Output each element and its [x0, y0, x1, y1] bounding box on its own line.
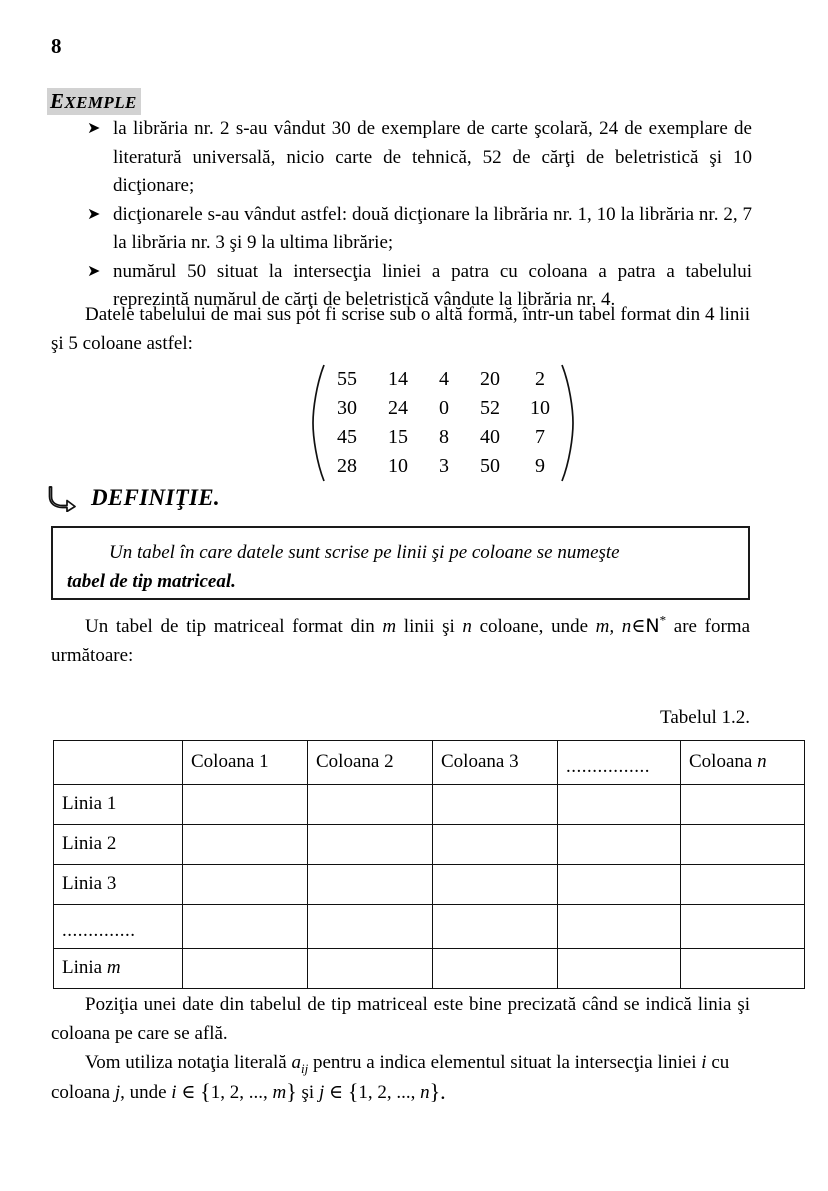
closing-p2-n: n — [420, 1082, 430, 1103]
bullet-arrow-icon: ➤ — [87, 120, 101, 137]
matrix-cell: 15 — [388, 426, 408, 448]
closing-p2-set1-open: { — [200, 1079, 211, 1104]
closing-p2-i: i — [701, 1052, 707, 1073]
table-row-label-m-italic: m — [106, 956, 121, 978]
table-cell — [433, 825, 558, 865]
form-paragraph-naturals-set: N — [645, 615, 660, 637]
examples-heading — [47, 88, 141, 115]
table-row — [54, 949, 805, 989]
closing-p2-part1: Vom utiliza notaţia literală — [85, 1052, 292, 1073]
matrix-cell: 7 — [535, 426, 545, 448]
table-cell — [681, 905, 805, 949]
closing-p2-part3: cu coloana — [51, 1052, 730, 1103]
table-cell — [433, 865, 558, 905]
table-header-cell-ellipsis: ................ — [558, 741, 681, 785]
table-cell — [183, 949, 308, 989]
table-cell — [308, 825, 433, 865]
closing-p2-i2: i — [171, 1082, 177, 1103]
table-header-cell: Coloana 3 — [433, 741, 558, 785]
matrix-cell: 52 — [480, 397, 500, 419]
examples-bullet-list — [87, 115, 752, 315]
matrix-cell: 4 — [439, 368, 449, 390]
form-paragraph-n: n — [462, 616, 472, 637]
table-header-cell: Coloana 2 — [308, 741, 433, 785]
table-cell — [308, 949, 433, 989]
table-cell — [183, 905, 308, 949]
matrix-cell: 45 — [337, 426, 357, 448]
closing-p2-part2: pentru a indica elementul situat la intersecţia liniei — [308, 1052, 702, 1073]
definition-text — [53, 528, 748, 596]
closing-p2-j: j — [114, 1082, 121, 1103]
page-number: 8 — [51, 34, 62, 58]
table-header-cell-n: Coloana n — [681, 741, 805, 785]
table-cell — [558, 905, 681, 949]
table-caption: Tabelul 1.2. — [660, 707, 750, 728]
form-paragraph-part3: coloane, unde — [471, 616, 596, 637]
table-cell — [308, 865, 433, 905]
matrix-right-paren-icon — [561, 364, 575, 483]
list-item — [87, 115, 752, 201]
matrix-cell: 55 — [337, 368, 357, 390]
table-row — [54, 905, 805, 949]
definition-term: tabel de tip matriceal. — [67, 571, 236, 592]
table-cell — [183, 785, 308, 825]
table-row — [54, 825, 805, 865]
table-cell — [433, 905, 558, 949]
table-row-label: Linia 3 — [54, 865, 183, 905]
closing-p2-set2-close: }. — [429, 1079, 446, 1104]
matrix-cell: 10 — [530, 397, 550, 419]
table-cell — [433, 785, 558, 825]
matrix-cell: 0 — [439, 397, 449, 419]
matrix-cell: 50 — [480, 455, 500, 477]
table-cell — [558, 865, 681, 905]
table-cell — [183, 865, 308, 905]
table-cell — [558, 825, 681, 865]
closing-p2-a: a — [291, 1052, 301, 1073]
closing-p2-in1-icon: ∈ — [176, 1082, 201, 1103]
table-header-cell: Coloana 1 — [183, 741, 308, 785]
table-cell — [681, 825, 805, 865]
table-cell — [183, 825, 308, 865]
closing-p2-in2-icon: ∈ — [324, 1082, 348, 1103]
table-cell — [558, 949, 681, 989]
matrix-cell: 9 — [535, 455, 545, 477]
form-paragraph-part1: Un tabel de tip matriceal format din — [85, 616, 383, 637]
closing-p2-m: m — [272, 1082, 287, 1103]
definition-heading — [48, 484, 220, 512]
closing-paragraph-1: Poziţia unei date din tabelul de tip matriceal este bine precizată când se indică linia şi coloana pe care se află. — [51, 994, 750, 1044]
table-row-label: Linia 1 — [54, 785, 183, 825]
table-row-label: Linia 2 — [54, 825, 183, 865]
matrix-left-paren-icon — [311, 364, 325, 483]
form-paragraph-m: m — [382, 616, 397, 637]
form-paragraph-member-icon: ∈ — [631, 616, 646, 637]
matrix-cell: 30 — [337, 397, 357, 419]
closing-p2-j2: j — [318, 1082, 325, 1103]
form-paragraph-part2: linii şi — [396, 616, 463, 637]
table-cell — [558, 785, 681, 825]
definition-label: DEFINIŢIE. — [91, 485, 220, 510]
examples-heading-rest: XEMPLE — [64, 93, 137, 112]
intro-paragraph: Datele tabelului de mai sus pot fi scrise sub o altă formă, într-un tabel format din 4 linii şi 5 coloane astfel: — [51, 304, 750, 354]
closing-p2-ij: ij — [300, 1060, 309, 1076]
table-cell — [308, 905, 433, 949]
table-cell — [681, 785, 805, 825]
closing-p2-part4: , unde — [120, 1082, 172, 1103]
list-item-text: dicţionarele s-au vândut astfel: două dicţionare la librăria nr. 1, 10 la librăria nr. 2, 7 la librăria nr. 3 şi 9 la ultima librărie; — [113, 203, 752, 253]
matrix-cell: 24 — [388, 397, 408, 419]
matrix-cell: 28 — [337, 455, 357, 477]
matrix-cell: 2 — [535, 368, 545, 390]
closing-p2-and: şi — [296, 1082, 319, 1103]
closing-p2-set1-close: } — [286, 1079, 297, 1104]
matrix-cell: 20 — [480, 368, 500, 390]
matrix-cell: 10 — [388, 455, 408, 477]
list-item — [87, 201, 752, 258]
table-row-label-ellipsis: .............. — [54, 905, 183, 949]
table-row-label-m — [54, 949, 183, 989]
table-cell — [433, 949, 558, 989]
table-row — [54, 785, 805, 825]
closing-paragraph-2 — [51, 1048, 756, 1107]
table-cell — [308, 785, 433, 825]
table-header-row — [54, 741, 805, 785]
examples-heading-initial: E — [50, 89, 65, 113]
bullet-arrow-icon: ➤ — [87, 262, 101, 280]
table-row — [54, 865, 805, 905]
matrix-grid — [325, 364, 561, 483]
table-cell — [681, 865, 805, 905]
matrix-cell: 14 — [388, 368, 408, 390]
list-item-text: la librăria nr. 2 s-au vândut 30 de exemplare de carte şcolară, 24 de exemplare de literatură universală, nicio carte de tehnică, 52 de cărţi de beletristică şi 10 dicţionare; — [113, 118, 752, 196]
matrix-display — [311, 364, 575, 483]
definition-line-1: Un tabel în care datele sunt scrise pe linii şi pe coloane se numeşte — [109, 542, 620, 563]
table-header-n-italic: n — [757, 750, 767, 772]
closing-p2-set2-open: { — [347, 1079, 359, 1104]
definition-box — [51, 526, 750, 600]
table-row-label-text: Linia — [62, 956, 107, 978]
form-paragraph-part4: are forma următoare: — [51, 616, 750, 666]
matriceal-table — [53, 740, 805, 989]
form-paragraph-star: * — [659, 612, 667, 628]
bullet-arrow-icon: ➤ — [87, 205, 101, 223]
matrix-cell: 8 — [439, 426, 449, 448]
closing-p2-set1: 1, 2, ..., — [210, 1082, 273, 1103]
form-paragraph — [51, 612, 750, 670]
closing-p2-set2: 1, 2, ..., — [358, 1082, 421, 1103]
matrix-cell: 3 — [439, 455, 449, 477]
curved-arrow-icon — [48, 484, 78, 512]
table-header-corner — [54, 741, 183, 785]
list-item-text: numărul 50 situat la intersecţia liniei a patra cu coloana a patra a tabelului reprezintă numărul de cărţi de beletristică vândute la librăria nr. 4. — [113, 260, 752, 310]
form-paragraph-vars: m, n — [595, 616, 632, 637]
table-cell — [681, 949, 805, 989]
matrix-cell: 40 — [480, 426, 500, 448]
